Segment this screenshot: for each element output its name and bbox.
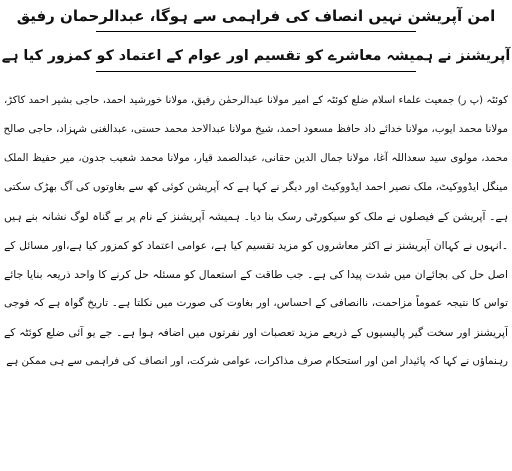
headline: امن آپریشن نہیں انصاف کی فراہمی سے ہوگا، عبدالرحمان رفیق (16, 7, 496, 25)
subheadline-underline (96, 71, 416, 72)
article-body (4, 86, 508, 376)
body-line: اصل حل کی بجائےان میں شدت پیدا کی ہے۔ جب طاقت کے استعمال کو مسئلہ حل کرنے کا واحد ذریعہ بنایا جائے (4, 268, 508, 281)
headline-underline (96, 31, 416, 32)
body-line: مولانا محمد ایوب، مولانا خدائے داد حافظ مسعود احمد، شیخ مولانا عبدالاحد محمد حسنی، عبدالغنی شہزاد، حاجی صالح (4, 123, 508, 135)
body-line: رہنماؤں نے کہا کہ پائیدار امن اور استحکام صرف مذاکرات، عوامی شرکت، اور انصاف کی فراہمی سے ہی ممکن ہے (6, 355, 508, 367)
subheadline: آپریشنز نے ہمیشہ معاشرے کو تقسیم اور عوام کے اعتماد کو کمزور کیا ہے (1, 48, 511, 64)
body-line: ہے۔ آپریشن کے فیصلوں نے ملک کو سیکورٹی رسک بنا دیا۔ ہمیشہ آپریشنز کے نام پر بے گناہ لوگ نشانہ بنے ہیں (4, 210, 508, 223)
body-line: کوئٹہ (پ ر) جمعیت علماء اسلام ضلع کوئٹہ کے امیر مولانا عبدالرحمٰن رفیق، مولانا خورشید احمد، حاجی بشیر احمد کاکڑ، (4, 95, 508, 106)
body-line: مینگل ایڈووکیٹ، ملک نصیر احمد ایڈووکیٹ اور دیگر نے کہا ہے کہ آپریشن کوئی کھ سے بغاوتوں کی آگ بھڑک سکتی (4, 181, 508, 193)
body-line: آپریشنز اور سخت گیر پالیسیوں کے ذریعے مزید تعصبات اور نفرتوں میں اضافہ ہوا ہے۔ جے یو آئی ضلع کوئٹہ کے (4, 326, 508, 339)
body-line: ۔انہوں نے کہاان آپریشنز نے اکثر معاشروں کو مزید تقسیم کیا ہے، عوامی اعتماد کو کمزور کیا ہے،اور مسائل کے (4, 239, 508, 252)
body-line: تواس کا نتیجہ عموماً مزاحمت، ناانصافی کے احساس، اور بغاوت کی صورت میں نکلتا ہے۔ تاریخ گواہ ہے کہ فوجی (4, 297, 508, 309)
body-line: محمد، مولوی سید سعداللہ آغا، مولانا جمال الدین حقانی، عبدالصمد قیار، مولانا محمد شعیب جدون، میر حفیظ الملک (4, 152, 508, 164)
